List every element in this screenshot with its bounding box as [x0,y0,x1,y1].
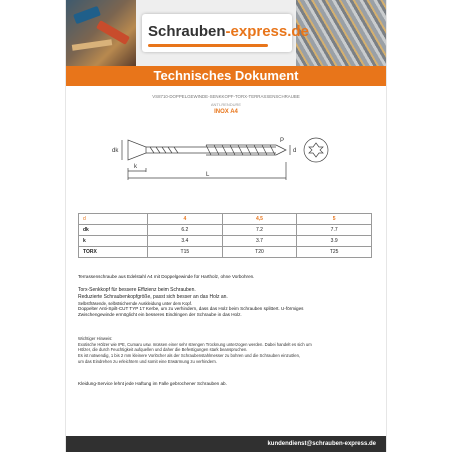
upper-thread [150,147,178,153]
screw-tip [276,145,286,155]
table-cell: 7.2 [222,225,297,236]
logo [142,14,309,52]
tools-photo [66,0,136,66]
label-k: k [134,164,137,170]
table-cell: T25 [297,247,372,258]
table-cell: 4,5 [222,214,297,225]
notes-heading: Wichtiger Hinweis: [78,336,113,341]
feature-item: Reduzierte Schraubenkopfgröße, passt sich besser an das Holz an. [78,293,228,300]
feature-item: Doppelter Anti-Spilt-CUT TYP 17 Kerbe, um zu verhindern, dass das Holz beim Schrauben splittert. U-förmiges [78,306,304,312]
logo-swoosh [148,44,268,47]
label-p: P [280,138,285,144]
notes-line: Es ist notwendig, 1 bis 2 mm kleinere Vorlöcher als der Schraubenstahlmesser zu bohren und die Schrauben einzuölen, [78,353,301,359]
service-disclaimer: Kleidung-Service lehnt jede Haftung im Falle gebrochener Schrauben ab. [78,381,227,386]
table-cell: 7.7 [297,225,372,236]
title-band [66,66,386,86]
table-cell: T15 [148,247,223,258]
footer-bar [66,436,386,452]
table-row [79,225,372,236]
intro-text: Terrassenschraube aus Edelstahl A4 mit Doppelgewinde für Hartholz, ohne Vorbohren. [78,274,255,279]
notes-line: Exotische Hölzer wie IPE, Cumaru usw. müssen einer sehr strengen Trocknung unterzogen werden. Dabei handelt es sich um [78,341,312,347]
document-page [66,0,386,452]
screw-head [128,140,146,160]
table-cell: 5 [297,214,372,225]
feature-item: Zwischengewinde ermöglicht ein besseres Eindringen der Schraube in das Holz. [78,312,242,318]
notes-line: Hölzer, die durch Feuchtigkeit aufquellen und daher die Befestigungen stark beanspruchen. [78,347,248,353]
notes-line: um das Eindrehen zu erleichtern und somit eine Erwärmung zu verhindern. [78,358,217,364]
logo-text-domain: -express.de [225,23,309,40]
table-row [79,214,372,225]
torx-icon [309,143,323,157]
table-cell: k [79,236,148,247]
notes-block [78,336,374,364]
table-cell: 4 [148,214,223,225]
screw-drawing [106,122,336,194]
logo-text-main: Schrauben [148,23,226,40]
screws-photo [296,0,386,66]
table-cell: T20 [222,247,297,258]
label-d: d [293,148,297,154]
feature-list [78,287,374,319]
table-cell: 3.4 [148,236,223,247]
table-row [79,247,372,258]
table-cell: 3.9 [297,236,372,247]
table-cell: d [79,214,148,225]
document-title: Technisches Dokument [153,68,299,83]
table-cell: dk [79,225,148,236]
table-row [79,236,372,247]
torx-head-view [304,138,328,162]
table-cell: 6.2 [148,225,223,236]
label-dk: dk [112,148,119,154]
product-title: VS8710-DOPPELGEWINDE-SENKKOPF-TORX-TERRASSENSCHRAUBE [152,94,300,99]
label-l: L [206,172,210,178]
table-cell: 3.7 [222,236,297,247]
main-thread [206,145,275,155]
feature-item: Selbstfräsende, selbstsichernde Auskleidung unter dem Kopf. [78,300,193,306]
feature-item: Torx-Senkkopf für bessere Effizienz beim Schrauben. [78,287,196,293]
product-material: INOX A4 [214,109,238,115]
header-photo-strip [66,0,386,66]
table-cell: TORX [79,247,148,258]
footer-email[interactable]: kundendienst@schrauben-express.de [267,441,376,447]
product-subtitle: ANTI-RENDURE [210,102,242,107]
spec-table [78,213,372,258]
